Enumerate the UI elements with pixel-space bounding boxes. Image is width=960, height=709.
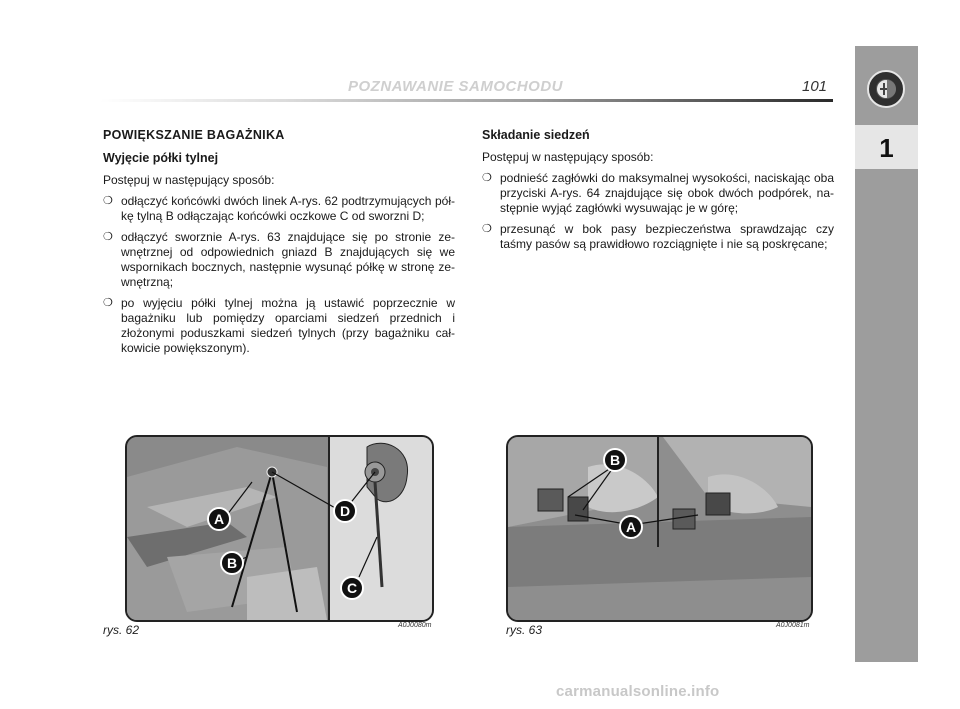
svg-text:D: D [339,503,351,519]
figure-62-caption: rys. 62 [103,623,140,637]
list-item: ❍ podnieść zagłówki do maksymalnej wysokości, naciskając oba przyciski A-rys. 64 znajdujące się obok dwóch podpórek, na-stępnie wyjąć zagłówki wysuwając je w górę; [482,171,834,215]
instruction-list [482,171,834,252]
instruction-list [103,194,455,356]
svg-text:A: A [213,511,225,527]
section-title: POWIĘKSZANIE BAGAŻNIKA [103,128,285,142]
callout-C [341,577,363,599]
figure-63-image [506,435,813,622]
intro-text: Postępuj w następujący sposób: [103,173,275,187]
running-header-title: POZNAWANIE SAMOCHODU [348,78,564,95]
chapter-tab[interactable] [855,125,918,169]
svg-text:A: A [625,519,637,535]
figure-63-illustration [508,437,811,620]
list-item: ❍ po wyjęciu półki tylnej można ją ustawić poprzecznie w bagażniku lub pomiędzy oparciami siedzeń przednich i złożonymi poduszkami siedzeń tylnych (przy bagażniku cał-kowicie powiększonym). [103,296,455,355]
figure-62-image [125,435,434,622]
bullet-marker: ❍ [103,297,113,309]
figure-62-illustration [127,437,432,620]
svg-text:B: B [226,555,238,571]
callout-A [208,508,230,530]
left-column [103,128,455,362]
svg-text:C: C [346,580,358,596]
chapter-number: 1 [879,133,894,163]
callout-B [221,552,243,574]
right-column [482,128,834,258]
intro-text: Postępuj w następujący sposób: [482,150,654,164]
figure-63-caption: rys. 63 [506,623,543,637]
list-item: ❍ odłączyć sworznie A-rys. 63 znajdujące się po stronie ze-wnętrznej od odpowiednich gniazd B znajdujących się we wspornikach bocznych, następnie wysunąć półkę w stronę ze-wnętrzną; [103,230,455,289]
list-item: ❍ przesunąć w bok pasy bezpieczeństwa sprawdzając czy taśmy pasów są prawidłowo rozciągnięte i nie są poskręcane; [482,222,834,251]
list-item: ❍ odłączyć końcówki dwóch linek A-rys. 62 podtrzymujących pół-kę tylną B odłączając końcówki oczkowe C od sworzni D; [103,194,455,223]
subsection-title-seats: Składanie siedzeń [482,128,590,142]
watermark: carmanualsonline.info [556,683,720,700]
page-number: 101 [802,78,828,95]
callout-D [334,500,356,522]
alfa-romeo-badge-icon [867,70,905,108]
bullet-marker: ❍ [103,195,113,207]
bullet-marker: ❍ [103,231,113,243]
bullet-marker: ❍ [482,223,492,235]
figure-62-code: A0J0080m [398,622,432,629]
callout-A [620,516,642,538]
bullet-marker: ❍ [482,172,492,184]
header-divider [100,99,833,102]
callout-B [604,449,626,471]
subsection-title-shelf: Wyjęcie półki tylnej [103,151,219,165]
figure-63-code: A0J0081m [776,622,810,629]
svg-text:B: B [609,452,621,468]
